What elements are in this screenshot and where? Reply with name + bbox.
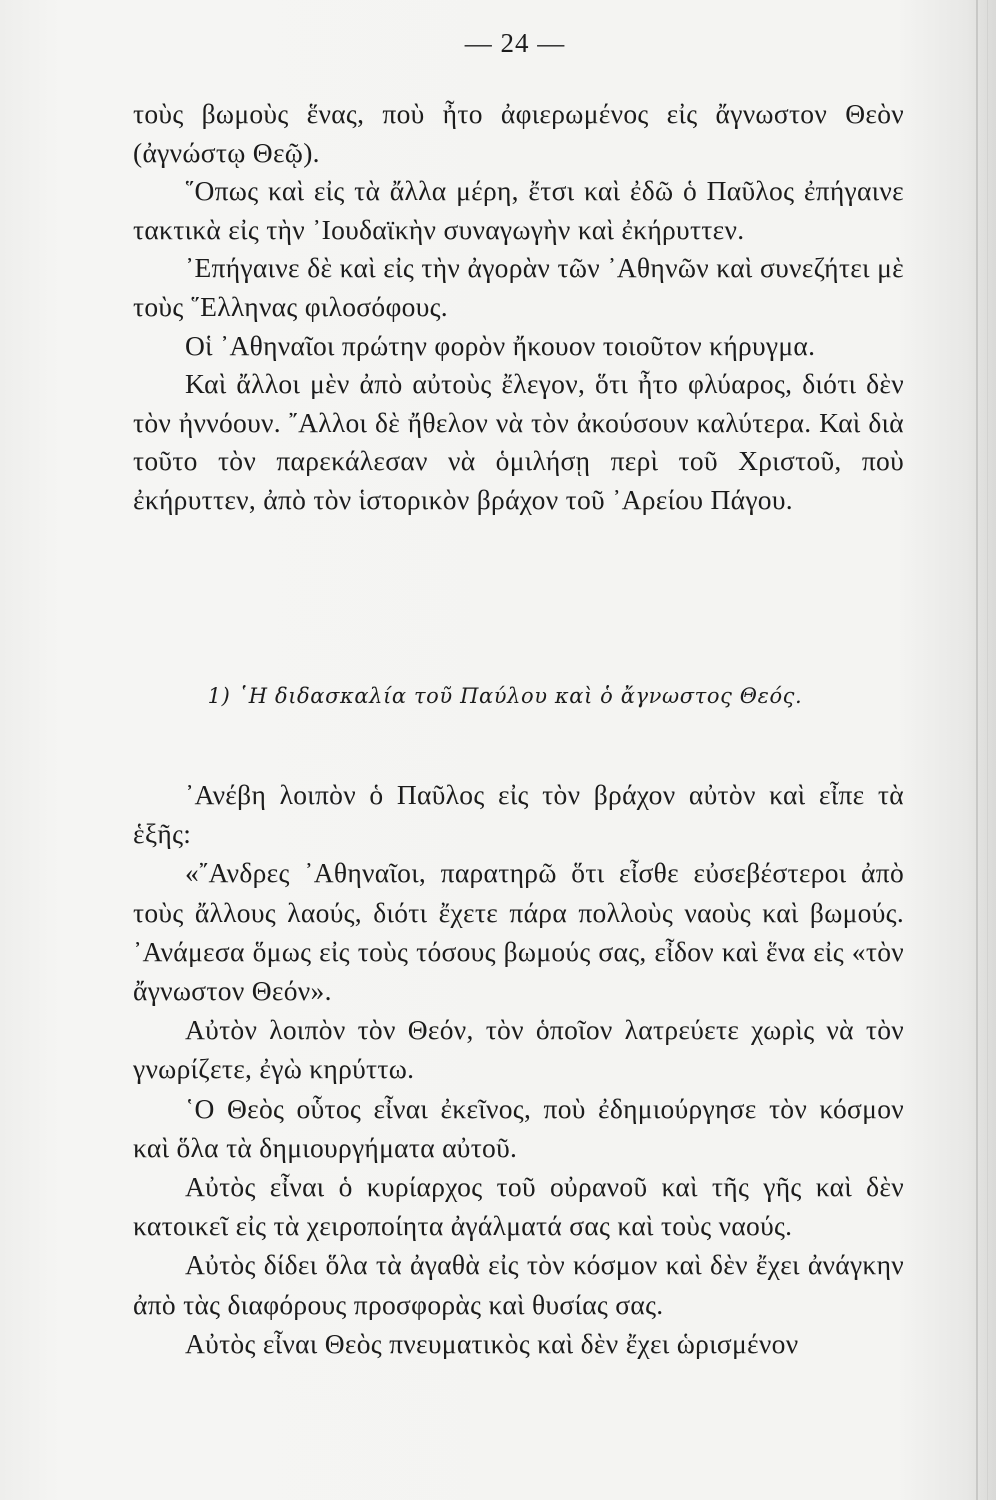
paragraph: Αὐτὸς εἶναι Θεὸς πνευματικὸς καὶ δὲν ἔχει ὡρισμένον: [185, 1327, 799, 1359]
page-number: — 24 —: [464, 28, 566, 58]
paragraph: ῞Οπως καὶ εἰς τὰ ἄλλα μέρη, ἔτσι καὶ ἐδῶ ὁ Παῦλος ἐπήγαινε τακτικὰ εἰς τὴν ᾿Ιουδαϊκὴν συναγωγὴν καὶ ἐκήρυττεν.: [133, 175, 904, 245]
page-edge-line: [976, 0, 978, 1500]
page-edge-line-outer: [987, 0, 988, 1500]
paragraph: Οἱ ᾿Αθηναῖοι πρώτην φορὸν ἤκουον τοιοῦτον κήρυγμα.: [185, 329, 816, 361]
paragraph: τοὺς βωμοὺς ἕνας, ποὺ ἦτο ἀφιερωμένος εἰς ἄγνωστον Θεὸν (ἀγνώστῳ Θεῷ).: [133, 98, 904, 168]
paragraph: Καὶ ἄλλοι μὲν ἀπὸ αὐτοὺς ἔλεγον, ὅτι ἦτο φλύαρος, διότι δὲν τὸν ἠννόουν. ῎Αλλοι δὲ ἤθελον νὰ τὸν ἀκούσουν καλύτερα. Καὶ διὰ τοῦτο τὸν παρεκάλεσαν νὰ ὁμιλήσῃ περὶ τοῦ Χριστοῦ, ποὺ ἐκήρυττεν, ἀπὸ τὸν ἱστορικὸν βράχον τοῦ ᾿Αρείου Πάγου.: [133, 368, 904, 515]
body-text-top: [133, 95, 904, 520]
paragraph: ᾿Επήγαινε δὲ καὶ εἰς τὴν ἀγορὰν τῶν ᾿Αθηνῶν καὶ συνεζήτει μὲ τοὺς ῞Ελληνας φιλοσόφους.: [133, 252, 904, 322]
paragraph: Αὐτὸν λοιπὸν τὸν Θεόν, τὸν ὁποῖον λατρεύετε χωρὶς νὰ τὸν γνωρίζετε, ἐγὼ κηρύττω.: [133, 1014, 904, 1085]
paragraph: Αὐτὸς εἶναι ὁ κυρίαρχος τοῦ οὐρανοῦ καὶ τῆς γῆς καὶ δὲν κατοικεῖ εἰς τὰ χειροποίητα ἀγάλματά σας καὶ τοὺς ναούς.: [133, 1171, 904, 1242]
paragraph: «῎Ανδρες ᾿Αθηναῖοι, παρατηρῶ ὅτι εἶσθε εὐσεβέστεροι ἀπὸ τοὺς ἄλλους λαούς, διότι ἔχετε πάρα πολλοὺς ναοὺς καὶ βωμούς. ᾿Ανάμεσα ὅμως εἰς τοὺς τόσους βωμούς σας, εἶδον καὶ ἕνα εἰς «τὸν ἄγνωστον Θεόν».: [133, 857, 904, 1007]
body-text-bottom: [133, 775, 904, 1363]
paragraph: ῾Ο Θεὸς οὗτος εἶναι ἐκεῖνος, ποὺ ἐδημιούργησε τὸν κόσμον καὶ ὅλα τὰ δημιουργήματα αὐτοῦ.: [133, 1092, 904, 1163]
paragraph: Αὐτὸς δίδει ὅλα τὰ ἀγαθὰ εἰς τὸν κόσμον καὶ δὲν ἔχει ἀνάγκην ἀπὸ τὰς διαφόρους προσφορὰς καὶ θυσίας σας.: [133, 1249, 904, 1320]
paragraph: ᾿Ανέβη λοιπὸν ὁ Παῦλος εἰς τὸν βράχον αὐτὸν καὶ εἶπε τὰ ἑξῆς:: [133, 779, 904, 850]
section-heading: 1) ῾Η διδασκαλία τοῦ Παύλου καὶ ὁ ἄγνωστος Θεός.: [207, 684, 803, 708]
